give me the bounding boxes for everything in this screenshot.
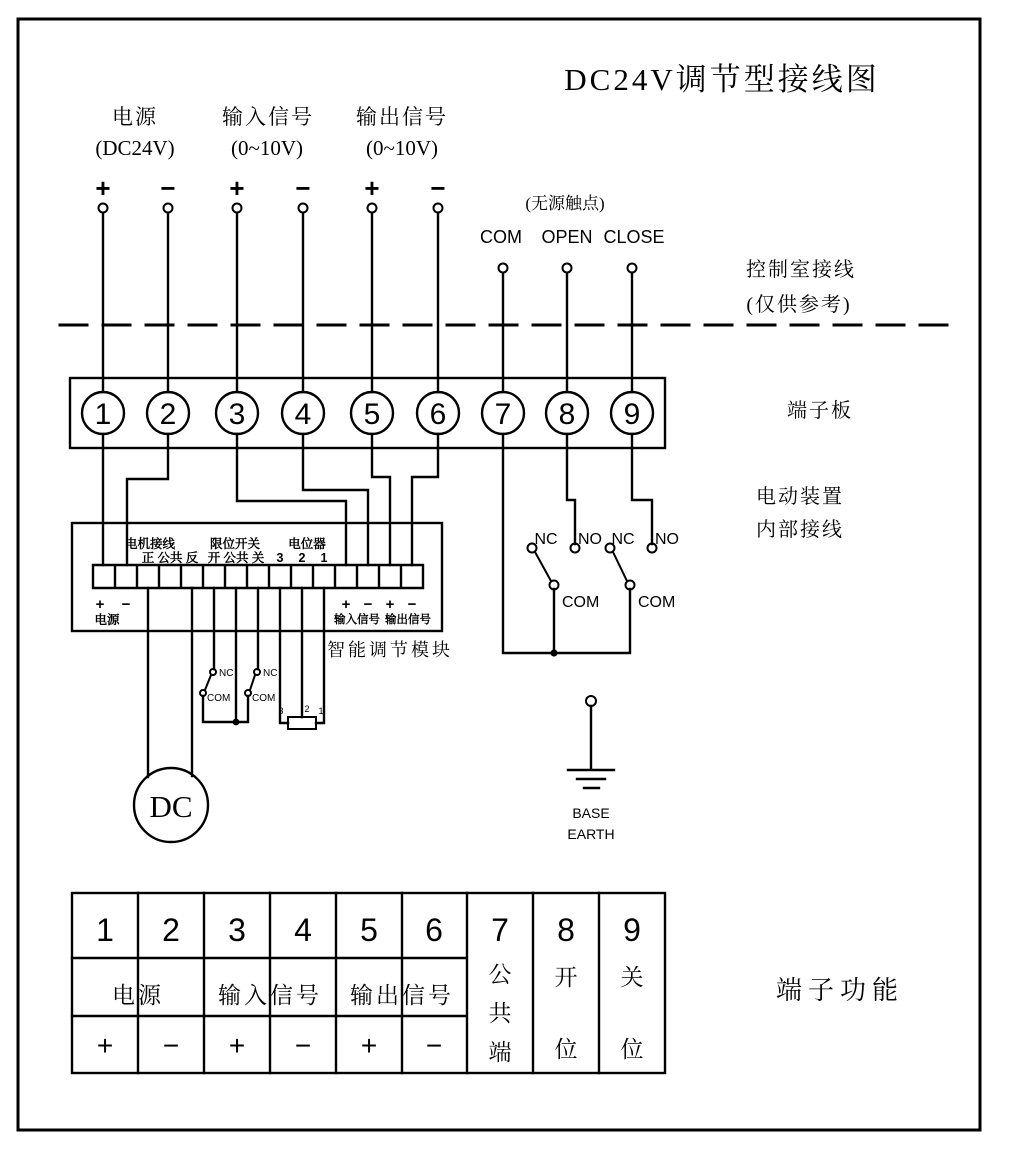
- table-number-4: 4: [294, 912, 312, 948]
- module-input-minus: −: [363, 596, 373, 613]
- board-number-7: 7: [494, 398, 512, 431]
- limit-switch-open-com-label: COM: [207, 693, 231, 704]
- torque-switch1-no-label: NO: [578, 531, 602, 548]
- torque-switch1-com-label: COM: [562, 594, 600, 611]
- module-output-minus: −: [407, 596, 417, 613]
- table-col7-char3: 端: [488, 1040, 512, 1065]
- wires-contact-terminals-to-board: [503, 273, 632, 378]
- table-number-2: 2: [162, 912, 180, 948]
- module-output-plus: +: [385, 596, 395, 613]
- table-number-8: 8: [557, 912, 575, 948]
- table-sign-5: +: [360, 1030, 378, 1061]
- torque-switch2-com-label: COM: [638, 594, 676, 611]
- module-pin-close: 关: [251, 551, 265, 565]
- torque-switch-labels: [534, 531, 679, 611]
- power-plus-sign: +: [95, 173, 111, 203]
- module-power-plus: +: [95, 596, 105, 613]
- potentiometer-pin-2: 2: [304, 704, 310, 714]
- board-number-6: 6: [429, 398, 447, 431]
- limit-switch-close-com-label: COM: [252, 693, 276, 704]
- output-minus-sign: −: [430, 173, 446, 203]
- module-power-minus: −: [121, 596, 131, 613]
- output-plus-sign: +: [364, 173, 380, 203]
- com-contact-label: COM: [480, 227, 522, 247]
- module-section-motor: 电机接线: [124, 537, 176, 551]
- limit-switch-open-nc-contact: [210, 669, 216, 675]
- module-pin-pot3: 3: [276, 551, 284, 565]
- module-output-label: 输出信号: [385, 614, 431, 626]
- table-number-7: 7: [491, 912, 509, 948]
- earth-terminal-point: [586, 696, 596, 706]
- module-pin-labels: [142, 550, 328, 565]
- torque-switch1-nc-label: NC: [534, 531, 558, 548]
- module-input-label: 输入信号: [334, 614, 380, 626]
- torque-switches: [528, 531, 680, 657]
- smart-module-label: 智能调节模块: [327, 640, 453, 660]
- table-col7-char2: 共: [488, 1001, 512, 1026]
- com-junction-dot: [550, 649, 557, 656]
- input-group-range: (0~10V): [230, 136, 304, 160]
- close-contact-label: CLOSE: [603, 227, 665, 247]
- torque-switch2-no-label: NO: [655, 531, 679, 548]
- terminal-point-input-plus: [233, 204, 242, 213]
- module-pin-limit-common: 公共: [223, 551, 249, 565]
- module-section-limit: 限位开关: [209, 537, 261, 551]
- terminal-point-output-minus: [434, 204, 443, 213]
- dc-motor: [134, 768, 208, 842]
- motor-label: DC: [149, 789, 193, 824]
- table-col9-char1: 关: [620, 965, 644, 990]
- limit-switches: [200, 668, 277, 704]
- module-pin-pot2: 2: [298, 551, 306, 565]
- output-group-range: (0~10V): [365, 136, 439, 160]
- function-table-group-labels: [112, 983, 454, 1008]
- dry-contact-note: (无源触点): [525, 194, 605, 213]
- table-sign-6: −: [425, 1030, 443, 1061]
- board-number-8: 8: [558, 398, 576, 431]
- terminal-point-output-plus: [368, 204, 377, 213]
- module-pin-forward: 正: [141, 551, 155, 565]
- board-number-9: 9: [623, 398, 641, 431]
- wires-module-internals: [148, 588, 324, 777]
- top-terminal-labels: [95, 105, 448, 160]
- table-group-power: 电源: [112, 983, 164, 1008]
- table-number-3: 3: [228, 912, 246, 948]
- table-col8-char1: 开: [554, 965, 578, 990]
- module-section-labels: [125, 536, 326, 551]
- output-group-label: 输出信号: [356, 105, 448, 129]
- table-group-input: 输入信号: [218, 983, 322, 1008]
- torque-switch2-nc-label: NC: [611, 531, 635, 548]
- function-table-vertical-labels: [489, 962, 644, 1065]
- limit-switch-labels: [207, 668, 277, 704]
- limit-switch-open-nc-label: NC: [219, 668, 234, 679]
- torque-switch-levers: [535, 552, 627, 581]
- table-number-5: 5: [360, 912, 378, 948]
- terminal-function-table: [72, 893, 665, 1073]
- input-plus-sign: +: [229, 173, 245, 203]
- module-pin-pot1: 1: [320, 551, 328, 565]
- module-pin-open: 开: [207, 551, 221, 565]
- terminal-board-note: 端子板: [787, 400, 853, 422]
- potentiometer-body: [288, 717, 316, 729]
- board-number-4: 4: [294, 398, 312, 431]
- module-input-plus: +: [341, 596, 351, 613]
- limit-switch-close-nc-contact: [254, 669, 260, 675]
- diagram-title: DC24V调节型接线图: [564, 62, 880, 97]
- table-sign-3: +: [228, 1030, 246, 1061]
- power-group-range: (DC24V): [95, 136, 175, 160]
- board-number-2: 2: [159, 398, 177, 431]
- potentiometer-pin-3: 3: [278, 706, 284, 716]
- limit-switch-open-com-contact: [200, 690, 206, 696]
- table-col7-char1: 公: [488, 962, 512, 987]
- input-minus-sign: −: [295, 173, 311, 203]
- wires-signal-terminals-to-board: [103, 213, 438, 378]
- base-earth: [567, 696, 614, 842]
- terminal-board: [70, 378, 665, 448]
- open-contact-label: OPEN: [541, 227, 593, 247]
- control-room-note-line1: 控制室接线: [746, 259, 856, 281]
- limit-switch-close-com-contact: [245, 690, 251, 696]
- potentiometer-pin-1: 1: [318, 706, 324, 716]
- table-col8-char2: 位: [554, 1037, 578, 1062]
- board-number-5: 5: [363, 398, 381, 431]
- table-sign-4: −: [294, 1030, 312, 1061]
- table-sign-1: +: [96, 1030, 114, 1061]
- earth-label-line2: EARTH: [567, 826, 615, 842]
- module-power-label: 电源: [94, 613, 120, 627]
- device-note-line2: 内部接线: [756, 519, 844, 541]
- control-room-note-line2: (仅供参考): [746, 294, 852, 316]
- function-table-numbers: [96, 912, 641, 948]
- module-pin-motor-common: 公共: [157, 551, 183, 565]
- input-group-label: 输入信号: [222, 105, 314, 129]
- module-terminal-strip: [93, 565, 423, 588]
- board-number-1: 1: [94, 398, 112, 431]
- module-pin-reverse: 反: [185, 551, 199, 565]
- terminal-point-open: [563, 264, 572, 273]
- module-section-pot: 电位器: [288, 537, 326, 551]
- function-table-title: 端子功能: [775, 976, 905, 1005]
- board-number-3: 3: [228, 398, 246, 431]
- power-minus-sign: −: [160, 173, 176, 203]
- earth-label-line1: BASE: [572, 805, 610, 821]
- table-number-6: 6: [425, 912, 443, 948]
- device-note-line1: 电动装置: [756, 486, 844, 508]
- table-number-9: 9: [623, 912, 641, 948]
- terminal-point-close: [628, 264, 637, 273]
- limit-common-junction-dot: [233, 719, 240, 726]
- power-group-label: 电源: [112, 105, 158, 129]
- limit-switch-close-nc-label: NC: [263, 668, 278, 679]
- contact-labels: [480, 227, 665, 247]
- module-io-labels: [94, 596, 431, 627]
- top-polarity-signs: [95, 173, 445, 203]
- terminal-point-input-minus: [299, 204, 308, 213]
- board-terminal-numbers: [95, 398, 641, 431]
- table-group-output: 输出信号: [350, 983, 454, 1008]
- terminal-point-power-plus: [99, 204, 108, 213]
- earth-symbol: [568, 770, 614, 788]
- table-col9-char2: 位: [620, 1037, 644, 1062]
- side-annotations: [746, 258, 856, 541]
- terminal-point-power-minus: [164, 204, 173, 213]
- terminal-point-com: [499, 264, 508, 273]
- table-number-1: 1: [96, 912, 114, 948]
- table-sign-2: −: [162, 1030, 180, 1061]
